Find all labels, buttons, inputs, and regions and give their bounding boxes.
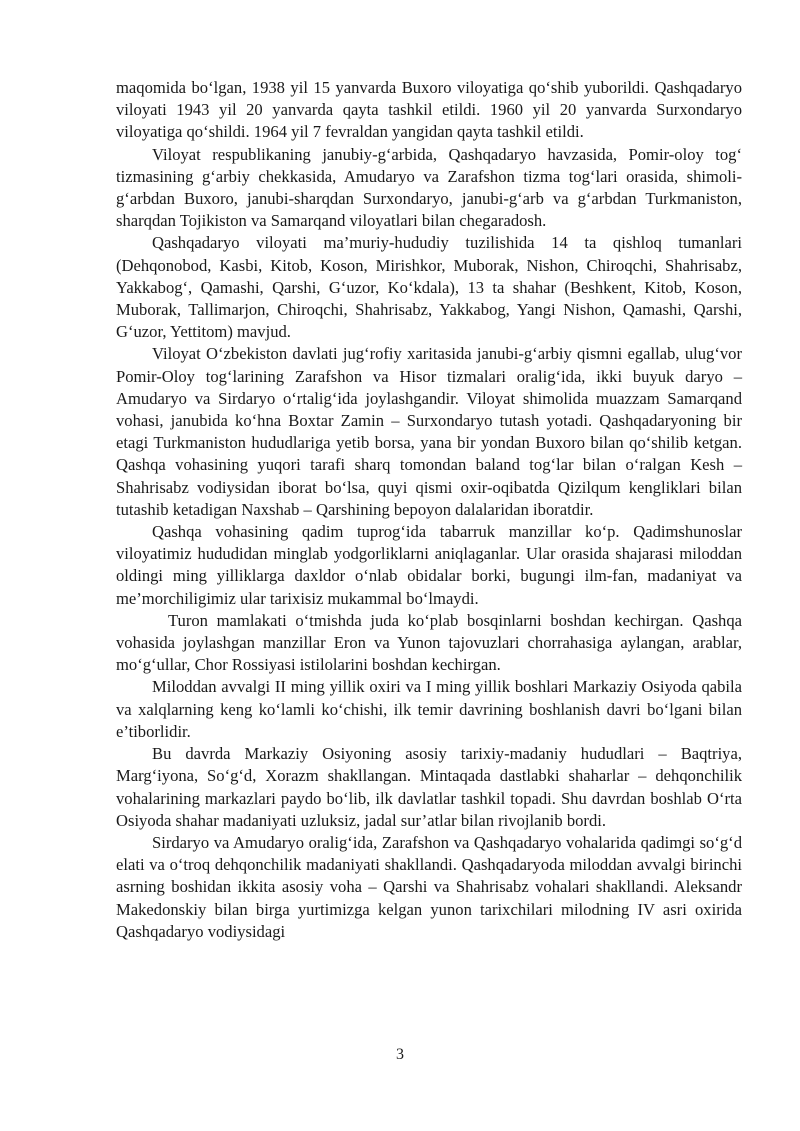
paragraph-migration: Miloddan avvalgi II ming yillik oxiri va I ming yillik boshlari Markaziy Osiyoda qabila va xalqlarning keng ko‘lamli ko‘chishi, ilk temir davrining boshlanish davri bo‘lgani bilan e’tiborlidir. xyxy=(116,677,742,741)
paragraph-archaeology: Qashqa vohasining qadim tuprog‘ida tabarruk manzillar ko‘p. Qadimshunoslar viloyatimiz hududidan minglab yodgorliklarni aniqlaganlar. Ular orasida shajarasi miloddan oldingi ming yilliklarga daxldor o‘nlab obidalar borki, bugungi ilm-fan, madaniyat va me’morchiligimiz ular tarixisiz mukammal bo‘lmaydi. xyxy=(116,522,742,608)
paragraph-geography: Viloyat respublikaning janubiy-g‘arbida, Qashqadaryo havzasida, Pomir-oloy tog‘ tizmasining g‘arbiy chekkasida, Amudaryo va Zarafshon tizma tog‘lari orasida, shimoli-g‘arbdan Buxoro, janubi-sharqdan Surxondaryo, janubi-g‘arb va g‘arbdan Turkmaniston, sharqdan Tojikiston va Samarqand viloyatlari bilan chegaradosh. xyxy=(116,144,742,231)
paragraph-continuation: maqomida bo‘lgan, 1938 yil 15 yanvarda Buxoro viloyatiga qo‘shib yuborildi. Qashqadaryo viloyati 1943 yil 20 yanvarda qayta tashkil etildi. 1960 yil 20 yanvarda Surxondaryo viloyatiga qo‘shildi. 1964 yil 7 fevraldan yangidan qayta tashkil etildi. xyxy=(116,78,742,142)
page-body xyxy=(116,77,742,943)
paragraph-administrative: Qashqadaryo viloyati ma’muriy-hududiy tuzilishida 14 ta qishloq tumanlari (Dehqonobod, Kasbi, Kitob, Koson, Mirishkor, Muborak, Nishon, Chiroqchi, Shahrisabz, Yakkabog‘, Qamashi, Qarshi, G‘uzor, Ko‘kdala), 13 ta shahar (Beshkent, Kitob, Koson, Muborak, Tallimarjon, Chiroqchi, Shahrisabz, Yakkabog, Yangi Nishon, Qamashi, Qarshi, G‘uzor, Yettitom) mavjud. xyxy=(116,233,742,342)
paragraph-location: Viloyat O‘zbekiston davlati jug‘rofiy xaritasida janubi-g‘arbiy qismni egallab, ulug‘vor Pomir-Oloy tog‘larining Zarafshon va Hisor tizmalari oralig‘ida, ikki buyuk daryo – Amudaryo va Sirdaryo o‘rtalig‘ida joylashgandir. Viloyat shimolida muazzam Samarqand vohasi, janubida ko‘hna Boxtar Zamin – Surxondaryo tutash yotadi. Qashqadaryoning bir etagi Turkmaniston hududlariga yetib borsa, yana bir yondan Buxoro bilan qo‘shilib ketgan. Qashqa vohasining yuqori tarafi sharq tomondan baland tog‘lar bilan o‘ralgan Kesh – Shahrisabz vodiysidan iborat bo‘lsa, quyi qismi oxir-oqibatda Qizilqum kengliklari bilan tutashib ketadigan Naxshab – Qarshining bepoyon dalalaridan iboratdir. xyxy=(116,344,742,519)
paragraph-regions: Bu davrda Markaziy Osiyoning asosiy tarixiy-madaniy hududlari – Baqtriya, Marg‘iyona, So‘g‘d, Xorazm shakllangan. Mintaqada dastlabki shaharlar – dehqonchilik vohalarining markazlari paydo bo‘lib, ilk davlatlar tashkil topadi. Shu davrdan boshlab O‘rta Osiyoda shahar madaniyati uzluksiz, jadal sur’atlar bilan rivojlanib bordi. xyxy=(116,744,742,830)
paragraph-invasions: Turon mamlakati o‘tmishda juda ko‘plab bosqinlarni boshdan kechirgan. Qashqa vohasida joylashgan manzillar Eron va Yunon tajovuzlari chorrahasiga aylangan, arablar, mo‘g‘ullar, Chor Rossiyasi istilolarini boshdan kechirgan. xyxy=(116,610,742,675)
paragraph-sogd: Sirdaryo va Amudaryo oralig‘ida, Zarafshon va Qashqadaryo vohalarida qadimgi so‘g‘d elati va o‘troq dehqonchilik madaniyati shakllandi. Qashqadaryoda miloddan avvalgi birinchi asrning boshidan ikkita asosiy voha – Qarshi va Shahrisabz vohalari shakllandi. Aleksandr Makedonskiy bilan birga yurtimizga kelgan yunon tarixchilari milodning IV asri oxirida Qashqadaryo vodiysidagi xyxy=(116,832,742,941)
page-number: 3 xyxy=(396,1046,404,1063)
